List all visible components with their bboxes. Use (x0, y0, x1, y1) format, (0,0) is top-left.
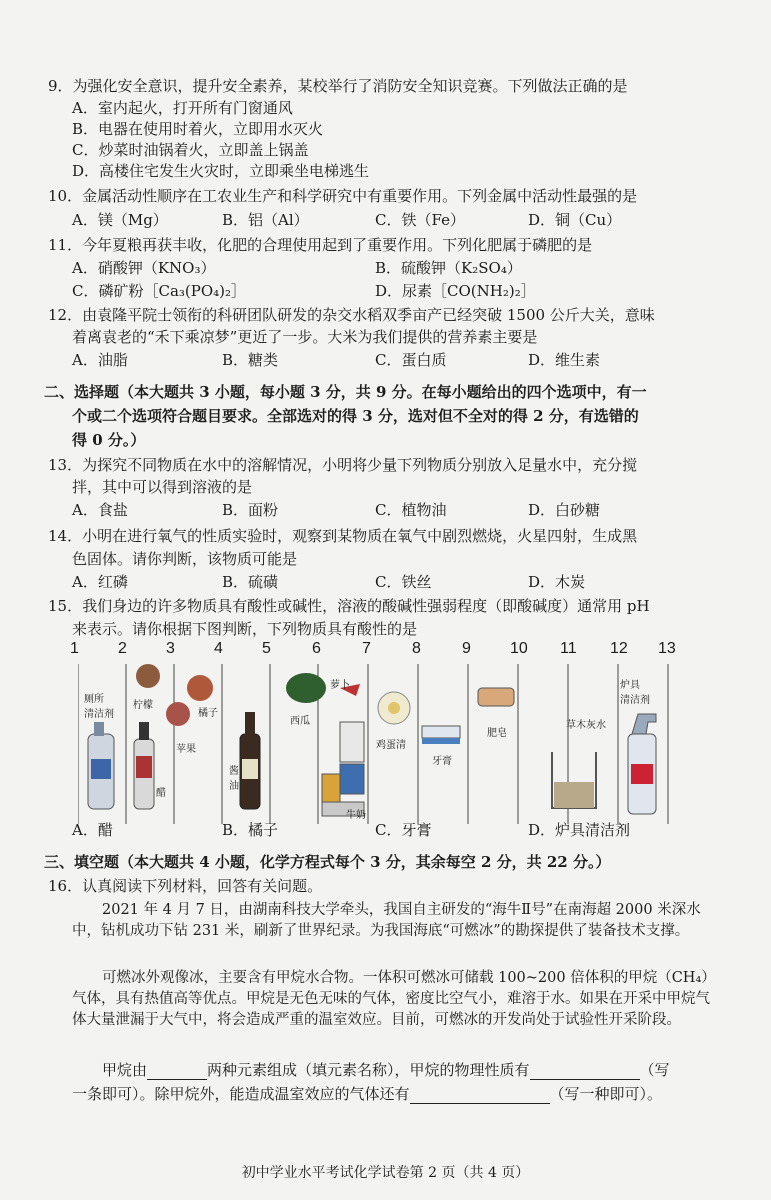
label-milk: 牛奶 (346, 810, 366, 821)
q10-stem: 10．金属活动性顺序在工农业生产和科学研究中有重要作用。下列金属中活动性最强的是 (48, 187, 638, 205)
section-2-heading-2: 个或二个选项符合题目要求。全部选对的得 3 分，选对但不全对的得 2 分，有选错的 (72, 407, 639, 425)
q14-stem-2: 色固体。请你判断，该物质可能是 (72, 550, 298, 568)
q13-option-d: D．白砂糖 (528, 501, 601, 519)
q16-blank-physical-property[interactable] (530, 1063, 640, 1080)
q10-option-c: C．铁（Fe） (375, 211, 465, 229)
q16-answer-text-2: 两种元素组成（填元素名称），甲烷的物理性质有 (207, 1061, 530, 1079)
q16-answer-text-1: 甲烷由 (102, 1061, 148, 1079)
ph-value-12: 12 (610, 640, 628, 657)
q14-option-b: B．硫磺 (222, 573, 279, 591)
q13-option-b: B．面粉 (222, 501, 279, 519)
q10-option-b: B．铝（Al） (222, 211, 309, 229)
section-3-heading: 三、填空题（本大题共 4 小题，化学方程式每个 3 分，其余每空 2 分，共 22 分。） (44, 853, 611, 871)
q15-option-a: A．醋 (72, 821, 113, 839)
q16-blank-elements[interactable] (147, 1063, 207, 1080)
apple-icon (166, 702, 190, 726)
q16-answer-line-2 (72, 1084, 662, 1104)
q15-stem-2: 来表示。请你根据下图判断，下列物质具有酸性的是 (72, 620, 418, 638)
q16-paragraph-2: 可燃冰外观像冰，主要含有甲烷水合物。一体积可燃冰可储载 100~200 倍体积的甲烷（CH₄）气体，具有热值高等优点。甲烷是无色无味的气体，密度比空气小，难溶于水。如果在开采中甲烷气体大量泄漏于大气中，将会造成严重的温室效应。目前，可燃冰的开发尚处于试验性开采阶段。 (72, 970, 710, 1028)
toilet-cleaner-bottle-icon (88, 722, 114, 809)
label-stove-cleaner: 炉具 清洁剂 (620, 680, 650, 706)
ph-value-13: 13 (658, 640, 676, 657)
label-toothpaste: 牙膏 (432, 756, 452, 767)
q14-option-d: D．木炭 (528, 573, 586, 591)
ph-value-1: 1 (70, 640, 79, 657)
q14-option-c: C．铁丝 (375, 573, 432, 591)
label-ash-water: 草木灰水 (566, 720, 606, 731)
ph-value-3: 3 (166, 640, 175, 657)
q13-stem-1: 13．为探究不同物质在水中的溶解情况，小明将少量下列物质分别放入足量水中，充分搅 (48, 456, 638, 474)
q11-option-a: A．硝酸钾（KNO₃） (72, 259, 216, 277)
ph-value-6: 6 (312, 640, 321, 657)
page-footer: 初中学业水平考试化学试卷第 2 页（共 4 页） (241, 1165, 530, 1181)
milk-carton-icon (322, 722, 364, 816)
label-apple: 苹果 (176, 744, 196, 755)
lemon-icon (136, 664, 160, 688)
label-radish: 萝卜 (330, 680, 350, 691)
q14-stem-1: 14．小明在进行氧气的性质实验时，观察到某物质在氧气中剧烈燃烧，火星四射，生成黑 (48, 527, 638, 545)
ph-value-4: 4 (214, 640, 223, 657)
label-watermelon: 西瓜 (290, 716, 310, 727)
q11-stem: 11．今年夏粮再获丰收，化肥的合理使用起到了重要作用。下列化肥属于磷肥的是 (48, 236, 593, 254)
q12-stem-1: 12．由袁隆平院士领衔的科研团队研发的杂交水稻双季亩产已经突破 1500 公斤大关，意味 (48, 306, 655, 324)
q12-option-b: B．糖类 (222, 351, 279, 369)
vinegar-bottle-icon (134, 722, 154, 809)
orange-icon (187, 675, 213, 701)
soap-icon (478, 688, 514, 706)
q16-blank-greenhouse-gas[interactable] (410, 1087, 550, 1104)
q11-option-b: B．硫酸钾（K₂SO₄） (375, 259, 522, 277)
q10-option-a: A．镁（Mg） (72, 211, 168, 229)
ash-water-beaker-icon (552, 752, 596, 808)
q12-option-a: A．油脂 (72, 351, 128, 369)
soy-sauce-bottle-icon (240, 712, 260, 809)
q16-answer-text-3: （写 (639, 1061, 670, 1079)
q9-option-a: A．室内起火，打开所有门窗通风 (72, 99, 293, 117)
ph-value-7: 7 (362, 640, 371, 657)
q16-answer-text-5: （写一种即可）。 (549, 1085, 663, 1103)
q9-option-d: D．高楼住宅发生火灾时，立即乘坐电梯逃生 (72, 162, 370, 180)
ph-value-9: 9 (462, 640, 471, 657)
q14-option-a: A．红磷 (72, 573, 128, 591)
q9-stem: 9．为强化安全意识，提升安全素养，某校举行了消防安全知识竞赛。下列做法正确的是 (48, 77, 628, 95)
watermelon-icon (286, 673, 326, 703)
ph-value-2: 2 (118, 640, 127, 657)
q12-option-c: C．蛋白质 (375, 351, 447, 369)
toothpaste-icon (422, 726, 460, 744)
label-lemon: 柠檬 (133, 700, 153, 711)
q15-stem-1: 15．我们身边的许多物质具有酸性或碱性，溶液的酸碱性强弱程度（即酸碱度）通常用 pH (48, 597, 650, 615)
q12-stem-2: 着离袁老的“禾下乘凉梦”更近了一步。大米为我们提供的营养素主要是 (72, 328, 538, 346)
q15-option-c: C．牙膏 (375, 821, 432, 839)
label-orange: 橘子 (198, 708, 218, 719)
ph-value-10: 10 (510, 640, 528, 657)
q10-option-d: D．铜（Cu） (528, 211, 622, 229)
q11-option-c: C．磷矿粉［Ca₃(PO₄)₂］ (72, 282, 247, 300)
q9-option-b: B．电器在使用时着火，立即用水灭火 (72, 120, 324, 138)
q13-stem-2: 拌，其中可以得到溶液的是 (72, 478, 253, 496)
ph-value-8: 8 (412, 640, 421, 657)
ph-value-11: 11 (560, 640, 577, 657)
label-toilet-cleaner: 厕所 清洁剂 (84, 694, 114, 720)
q9-option-c: C．炒菜时油锅着火，立即盖上锅盖 (72, 141, 309, 159)
label-egg-white: 鸡蛋清 (376, 740, 406, 751)
label-vinegar-text: 醋 (156, 788, 166, 799)
q16-paragraph-1: 2021 年 4 月 7 日，由湖南科技大学牵头，我国自主研发的“海牛Ⅱ号”在南海超 2000 米深水中，钻机成功下钻 231 米，刷新了世界纪录。为我国海底“可燃冰”的勘探提供了装备技术支撑。 (72, 902, 701, 939)
q15-option-b: B．橘子 (222, 821, 279, 839)
q11-option-d: D．尿素［CO(NH₂)₂］ (375, 282, 536, 300)
q15-option-d: D．炉具清洁剂 (528, 821, 631, 839)
q12-option-d: D．维生素 (528, 351, 601, 369)
q13-option-a: A．食盐 (72, 501, 128, 519)
section-2-heading-3: 得 0 分。） (72, 431, 146, 449)
ph-value-5: 5 (262, 640, 271, 657)
stove-cleaner-spray-icon (628, 714, 656, 814)
q16-answer-text-4: 一条即可）。除甲烷外，能造成温室效应的气体还有 (72, 1085, 410, 1103)
q16-answer-line-1 (102, 1060, 670, 1080)
q16-stem: 16．认真阅读下列材料，回答有关问题。 (48, 877, 323, 895)
section-2-heading-1: 二、选择题（本大题共 3 小题，每小题 3 分，共 9 分。在每小题给出的四个选项中，有一 (44, 383, 647, 401)
label-soap: 肥皂 (487, 728, 507, 739)
q13-option-c: C．植物油 (375, 501, 447, 519)
label-soy-sauce: 酱 油 (229, 766, 239, 792)
